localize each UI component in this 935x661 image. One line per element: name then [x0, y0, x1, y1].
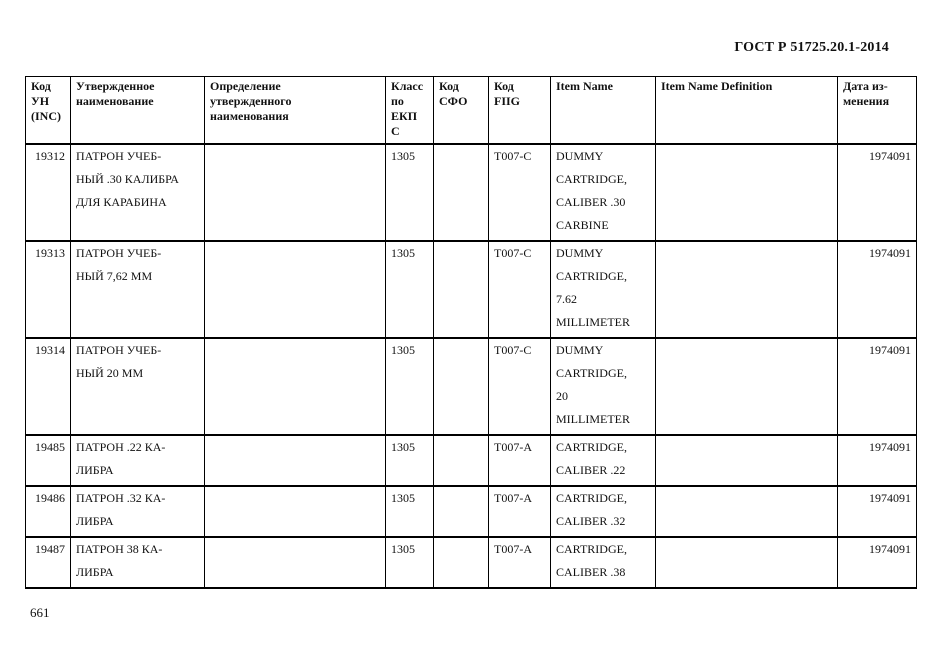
- approved-name-cell-line: ПАТРОН УЧЕБ-: [76, 343, 162, 357]
- definition-cell: [205, 338, 386, 435]
- item-name-cell-line: CALIBER .30: [556, 195, 626, 209]
- item-name-cell-line: 20: [556, 389, 568, 403]
- code-cell: 19485: [26, 435, 71, 486]
- gost-table: [25, 76, 917, 589]
- code-cell: 19487: [26, 537, 71, 588]
- approved-name-cell-line: ЛИБРА: [76, 565, 114, 579]
- column-header-line: УН: [31, 94, 50, 108]
- fiig-cell: T007-A: [489, 486, 551, 537]
- column-header-line: наименование: [76, 94, 154, 108]
- fiig-cell: T007-C: [489, 144, 551, 241]
- sfo-cell: [434, 537, 489, 588]
- class-cell: 1305: [386, 486, 434, 537]
- change-date-cell: 1974091: [838, 435, 917, 486]
- column-header-line: Дата из-: [843, 79, 888, 93]
- change-date-cell: 1974091: [838, 144, 917, 241]
- item-name-cell-line: CARTRIDGE,: [556, 366, 627, 380]
- item-name-definition-cell: [656, 435, 838, 486]
- column-header-line: Item Name Definition: [661, 79, 773, 93]
- class-cell: 1305: [386, 241, 434, 338]
- column-header-line: менения: [843, 94, 890, 108]
- code-cell: 19313: [26, 241, 71, 338]
- approved-name-cell: [71, 486, 205, 537]
- approved-name-cell: [71, 144, 205, 241]
- change-date-cell: 1974091: [838, 241, 917, 338]
- column-header-definition: [205, 77, 386, 145]
- item-name-cell-line: CALIBER .22: [556, 463, 626, 477]
- approved-name-cell-line: ПАТРОН .22 КА-: [76, 440, 166, 454]
- item-name-cell-line: 7.62: [556, 292, 577, 306]
- table-row: [26, 144, 917, 241]
- approved-name-cell: [71, 537, 205, 588]
- column-header-line: наименования: [210, 109, 289, 123]
- approved-name-cell-line: ПАТРОН .32 КА-: [76, 491, 166, 505]
- fiig-cell: T007-C: [489, 241, 551, 338]
- code-cell: 19486: [26, 486, 71, 537]
- approved-name-cell-line: ЛИБРА: [76, 463, 114, 477]
- column-header-line: Утвержденное: [76, 79, 155, 93]
- column-header-item-name: [551, 77, 656, 145]
- approved-name-cell-line: ПАТРОН УЧЕБ-: [76, 149, 162, 163]
- item-name-cell: [551, 144, 656, 241]
- item-name-cell: [551, 241, 656, 338]
- item-name-cell: [551, 338, 656, 435]
- column-header-line: Item Name: [556, 79, 613, 93]
- sfo-cell: [434, 338, 489, 435]
- code-cell: 19314: [26, 338, 71, 435]
- item-name-definition-cell: [656, 537, 838, 588]
- column-header-line: FIIG: [494, 94, 521, 108]
- table-row: [26, 537, 917, 588]
- table-body: [26, 144, 917, 588]
- table-row: [26, 338, 917, 435]
- column-header-change-date: [838, 77, 917, 145]
- column-header-line: СФО: [439, 94, 468, 108]
- item-name-cell-line: MILLIMETER: [556, 412, 630, 426]
- column-header-line: ЕКП: [391, 109, 418, 123]
- column-header-line: Класс: [391, 79, 424, 93]
- table-row: [26, 486, 917, 537]
- definition-cell: [205, 241, 386, 338]
- column-header-line: Код: [494, 79, 514, 93]
- column-header-item-name-definition: [656, 77, 838, 145]
- table-row: [26, 241, 917, 338]
- item-name-cell-line: CALIBER .38: [556, 565, 626, 579]
- item-name-definition-cell: [656, 144, 838, 241]
- sfo-cell: [434, 144, 489, 241]
- column-header-line: Определение: [210, 79, 281, 93]
- approved-name-cell-line: НЫЙ .30 КАЛИБРА: [76, 172, 179, 186]
- definition-cell: [205, 486, 386, 537]
- change-date-cell: 1974091: [838, 537, 917, 588]
- column-header-line: утвержденного: [210, 94, 292, 108]
- column-header-line: Код: [31, 79, 51, 93]
- item-name-cell-line: DUMMY: [556, 149, 604, 163]
- item-name-cell: [551, 486, 656, 537]
- fiig-cell: T007-A: [489, 435, 551, 486]
- table-row: [26, 435, 917, 486]
- sfo-cell: [434, 486, 489, 537]
- column-header-sfo: [434, 77, 489, 145]
- item-name-cell-line: MILLIMETER: [556, 315, 630, 329]
- definition-cell: [205, 537, 386, 588]
- approved-name-cell: [71, 241, 205, 338]
- item-name-cell: [551, 537, 656, 588]
- approved-name-cell: [71, 435, 205, 486]
- sfo-cell: [434, 435, 489, 486]
- item-name-cell-line: DUMMY: [556, 246, 604, 260]
- document-header: ГОСТ Р 51725.20.1-2014: [734, 40, 889, 55]
- column-header-approved-name: [71, 77, 205, 145]
- class-cell: 1305: [386, 435, 434, 486]
- column-header-line: по: [391, 94, 404, 108]
- item-name-cell-line: CALIBER .32: [556, 514, 626, 528]
- class-cell: 1305: [386, 338, 434, 435]
- column-header-line: С: [391, 124, 400, 138]
- column-header-line: Код: [439, 79, 459, 93]
- approved-name-cell-line: ПАТРОН 38 КА-: [76, 542, 163, 556]
- item-name-cell-line: DUMMY: [556, 343, 604, 357]
- item-name-cell-line: CARBINE: [556, 218, 609, 232]
- class-cell: 1305: [386, 144, 434, 241]
- approved-name-cell-line: НЫЙ 20 ММ: [76, 366, 144, 380]
- class-cell: 1305: [386, 537, 434, 588]
- column-header-class: [386, 77, 434, 145]
- item-name-cell-line: CARTRIDGE,: [556, 440, 627, 454]
- approved-name-cell: [71, 338, 205, 435]
- item-name-cell-line: CARTRIDGE,: [556, 172, 627, 186]
- approved-name-cell-line: ПАТРОН УЧЕБ-: [76, 246, 162, 260]
- item-name-cell-line: CARTRIDGE,: [556, 269, 627, 283]
- change-date-cell: 1974091: [838, 486, 917, 537]
- approved-name-cell-line: ДЛЯ КАРАБИНА: [76, 195, 167, 209]
- approved-name-cell-line: НЫЙ 7,62 ММ: [76, 269, 153, 283]
- item-name-cell: [551, 435, 656, 486]
- fiig-cell: T007-A: [489, 537, 551, 588]
- item-name-definition-cell: [656, 338, 838, 435]
- approved-name-cell-line: ЛИБРА: [76, 514, 114, 528]
- definition-cell: [205, 435, 386, 486]
- column-header-code: [26, 77, 71, 145]
- item-name-cell-line: CARTRIDGE,: [556, 491, 627, 505]
- item-name-definition-cell: [656, 486, 838, 537]
- item-name-cell-line: CARTRIDGE,: [556, 542, 627, 556]
- table-header-row: [26, 77, 917, 145]
- page-number: 661: [30, 605, 50, 620]
- change-date-cell: 1974091: [838, 338, 917, 435]
- item-name-definition-cell: [656, 241, 838, 338]
- column-header-line: (INC): [31, 109, 61, 123]
- definition-cell: [205, 144, 386, 241]
- sfo-cell: [434, 241, 489, 338]
- code-cell: 19312: [26, 144, 71, 241]
- fiig-cell: T007-C: [489, 338, 551, 435]
- column-header-fiig: [489, 77, 551, 145]
